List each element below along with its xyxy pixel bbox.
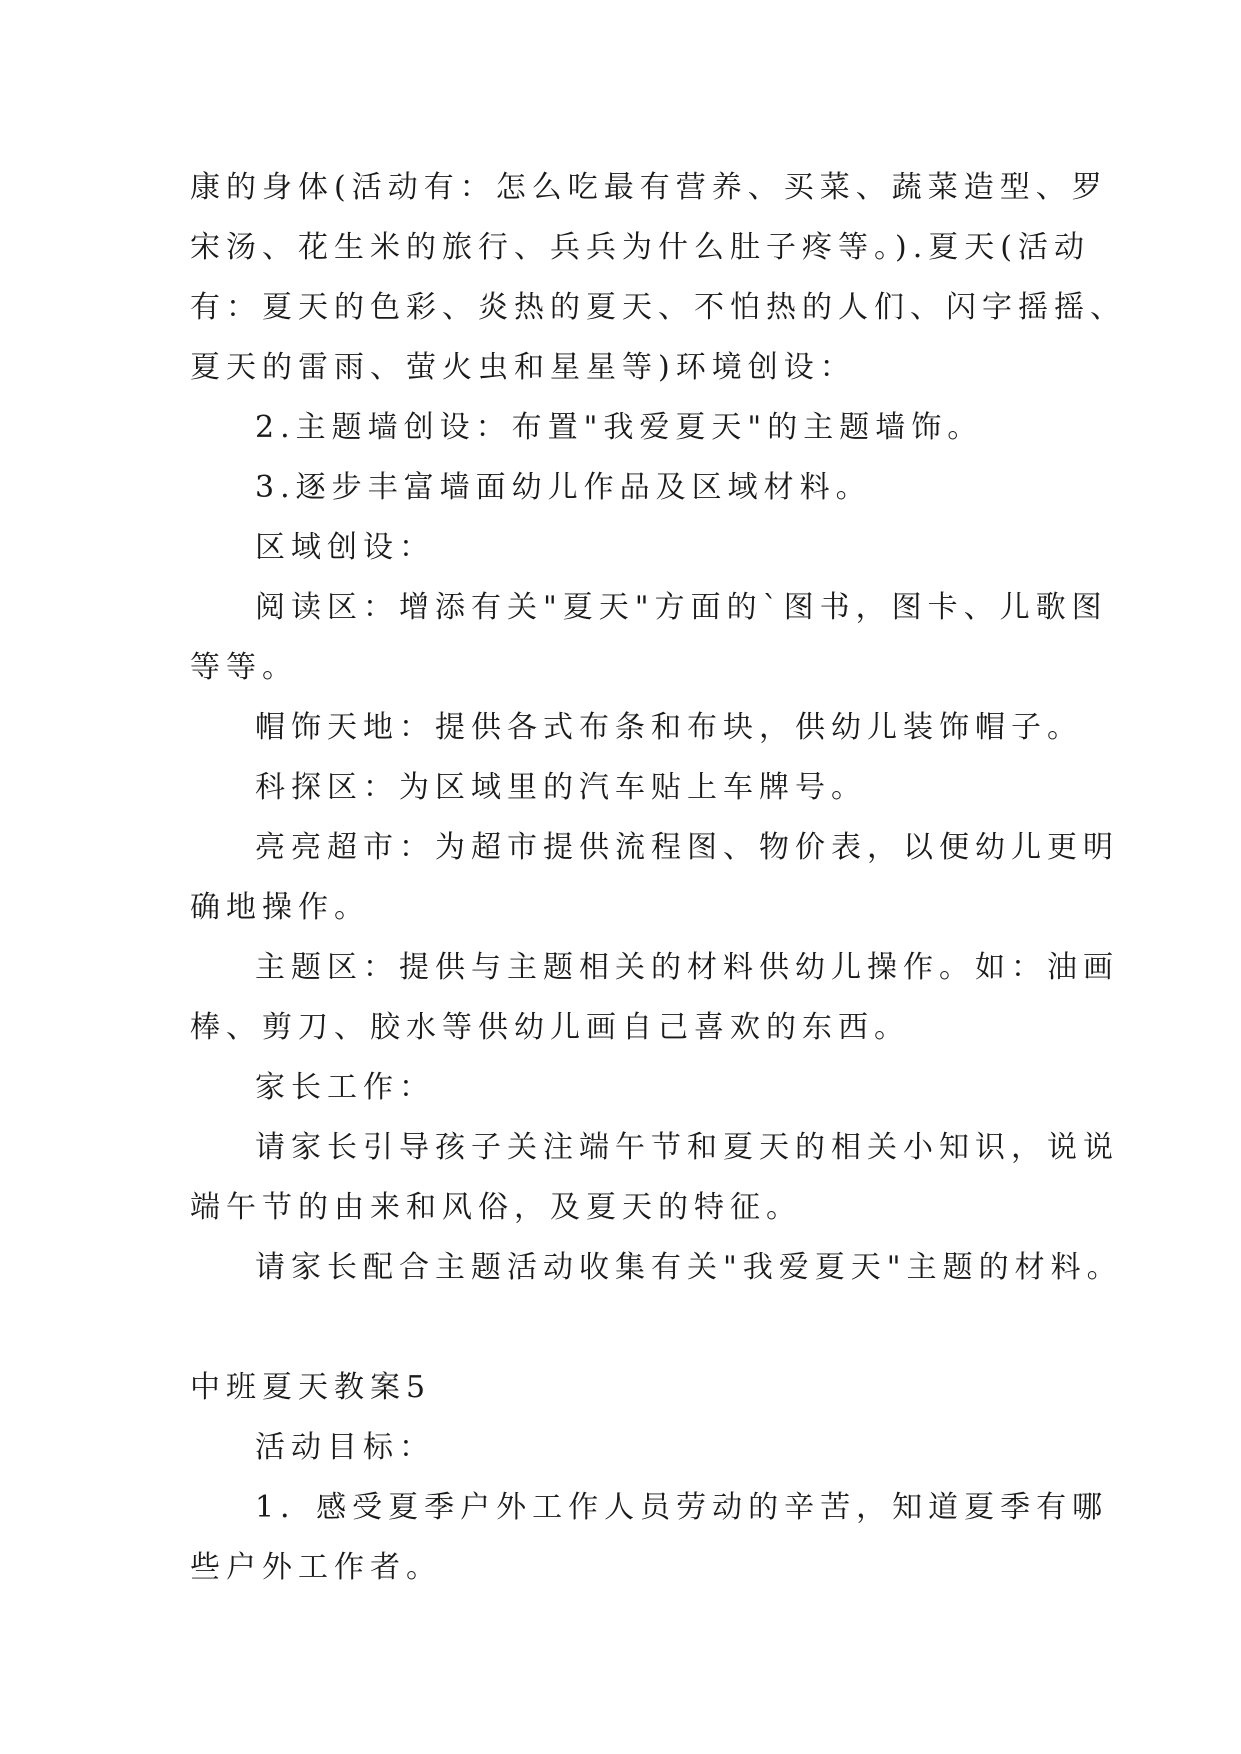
paragraph-line: 1．感受夏季户外工作人员劳动的辛苦，知道夏季有哪 — [255, 1490, 1109, 1525]
paragraph-line: 确地操作。 — [190, 890, 370, 925]
paragraph-line: 夏天的雷雨、萤火虫和星星等)环境创设： — [190, 350, 856, 385]
paragraph-line: 科探区：为区域里的汽车贴上车牌号。 — [255, 770, 867, 805]
paragraph-line: 3.逐步丰富墙面幼儿作品及区域材料。 — [255, 470, 872, 505]
paragraph-line: 些户外工作者。 — [190, 1550, 442, 1585]
paragraph-line: 请家长引导孩子关注端午节和夏天的相关小知识，说说 — [255, 1130, 1119, 1165]
paragraph-line: 端午节的由来和风俗，及夏天的特征。 — [190, 1190, 802, 1225]
paragraph-line: 2.主题墙创设：布置"我爱夏天"的主题墙饰。 — [255, 410, 984, 445]
section-heading: 家长工作： — [255, 1070, 435, 1105]
section-heading: 区域创设： — [255, 530, 435, 565]
section-heading: 活动目标： — [255, 1430, 435, 1465]
paragraph-line: 棒、剪刀、胶水等供幼儿画自己喜欢的东西。 — [190, 1010, 910, 1045]
paragraph-line: 亮亮超市：为超市提供流程图、物价表，以便幼儿更明 — [255, 830, 1119, 865]
document-page — [190, 158, 1126, 1598]
lesson-title: 中班夏天教案5 — [190, 1370, 432, 1405]
blank-gap — [190, 1298, 1070, 1358]
paragraph-line: 宋汤、花生米的旅行、兵兵为什么肚子疼等。).夏天(活动 — [190, 230, 1090, 265]
paragraph-line: 等等。 — [190, 650, 298, 685]
paragraph-line: 主题区：提供与主题相关的材料供幼儿操作。如：油画 — [255, 950, 1119, 985]
paragraph-line: 帽饰天地：提供各式布条和布块，供幼儿装饰帽子。 — [255, 710, 1083, 745]
paragraph-line: 请家长配合主题活动收集有关"我爱夏天"主题的材料。 — [255, 1250, 1123, 1285]
paragraph-line: 康的身体(活动有：怎么吃最有营养、买菜、蔬菜造型、罗 — [190, 170, 1108, 205]
paragraph-line: 阅读区：增添有关"夏天"方面的`图书，图卡、儿歌图 — [255, 590, 1108, 625]
paragraph-line: 有：夏天的色彩、炎热的夏天、不怕热的人们、闪字摇摇、 — [190, 290, 1126, 325]
